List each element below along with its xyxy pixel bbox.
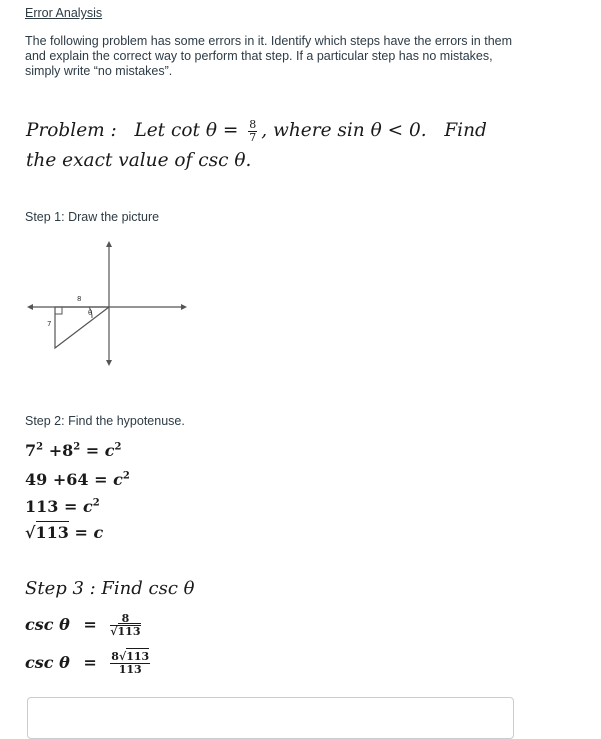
csc-row2-num: 8√113 bbox=[111, 650, 150, 663]
csc-row1-equals: = bbox=[83, 615, 97, 634]
x-axis-left-arrow bbox=[27, 304, 33, 310]
eq2-equals: = bbox=[94, 470, 108, 489]
triangle-diagram bbox=[25, 240, 195, 370]
right-angle-mark bbox=[55, 307, 62, 314]
label-angle: θ bbox=[88, 309, 93, 317]
step2-label: Step 2: Find the hypotenuse. bbox=[25, 414, 185, 428]
eq2-c: c bbox=[113, 470, 123, 489]
eq2-a: 49 +64 bbox=[25, 470, 89, 489]
eq1-b-exp: 2 bbox=[73, 441, 81, 453]
csc-row-2 bbox=[25, 651, 154, 676]
problem-equals: = bbox=[222, 120, 239, 141]
fraction-numerator: 8 bbox=[249, 117, 257, 131]
csc-row1-fraction bbox=[110, 613, 140, 638]
eq1-plus: +8 bbox=[48, 441, 74, 460]
answer-input[interactable] bbox=[27, 697, 514, 739]
equation-line-4 bbox=[25, 523, 103, 542]
equation-line-1 bbox=[25, 441, 121, 460]
eq1-a-exp: 2 bbox=[36, 441, 44, 453]
problem-find: Find bbox=[444, 120, 487, 141]
csc-row1-num: 8 bbox=[110, 613, 140, 626]
x-axis-right-arrow bbox=[181, 304, 187, 310]
label-top: 8 bbox=[77, 295, 82, 303]
csc-row2-den: 113 bbox=[118, 663, 142, 676]
eq3-c: c bbox=[82, 497, 93, 516]
fraction-denominator: 7 bbox=[249, 130, 257, 144]
problem-statement bbox=[26, 116, 487, 176]
eq1-c: c bbox=[104, 441, 115, 460]
csc-row1-lhs: csc θ bbox=[25, 615, 70, 634]
eq3-equals: = bbox=[63, 497, 78, 516]
csc-row2-num-radicand: 113 bbox=[126, 650, 150, 663]
csc-row2-lhs: csc θ bbox=[25, 653, 70, 672]
csc-row1-den-radicand: 113 bbox=[117, 625, 141, 638]
step1-label: Step 1: Draw the picture bbox=[25, 210, 160, 224]
eq3-c-exp: 2 bbox=[92, 497, 100, 509]
csc-row2-equals: = bbox=[83, 653, 97, 672]
eq4-rest: = c bbox=[74, 523, 104, 542]
eq1-c-exp: 2 bbox=[114, 441, 122, 453]
triangle bbox=[55, 307, 109, 348]
label-side: 7 bbox=[47, 320, 52, 328]
page-title: Error Analysis bbox=[25, 6, 103, 20]
csc-row-1 bbox=[25, 613, 145, 638]
eq1-a: 7 bbox=[25, 441, 37, 460]
csc-row2-fraction bbox=[110, 651, 150, 676]
problem-line2: the exact value of csc θ. bbox=[26, 150, 252, 171]
csc-row1-den: √113 bbox=[110, 625, 141, 638]
eq3-a: 113 bbox=[25, 497, 59, 516]
problem-lead: Problem : bbox=[26, 120, 117, 141]
sqrt-symbol: √ bbox=[25, 523, 36, 542]
equation-line-3 bbox=[25, 497, 100, 516]
y-axis-up-arrow bbox=[106, 241, 112, 247]
problem-fraction bbox=[248, 119, 257, 144]
eq2-c-exp: 2 bbox=[122, 470, 130, 482]
equation-line-2 bbox=[25, 470, 130, 489]
eq4-radicand: 113 bbox=[35, 523, 69, 542]
eq1-equals: = bbox=[85, 441, 100, 460]
instructions-text: The following problem has some errors in it. Identify which steps have the errors in them and explain the correct way to perform that step. If a particular step has no mistakes, simply write “no mistakes”. bbox=[25, 34, 513, 78]
y-axis-down-arrow bbox=[106, 360, 112, 366]
csc-row2-num-coef: 8 bbox=[111, 650, 119, 663]
step3-label: Step 3 : Find csc θ bbox=[25, 578, 195, 599]
problem-condition: , where sin θ < 0. bbox=[261, 120, 427, 141]
problem-let: Let cot θ bbox=[134, 120, 217, 141]
